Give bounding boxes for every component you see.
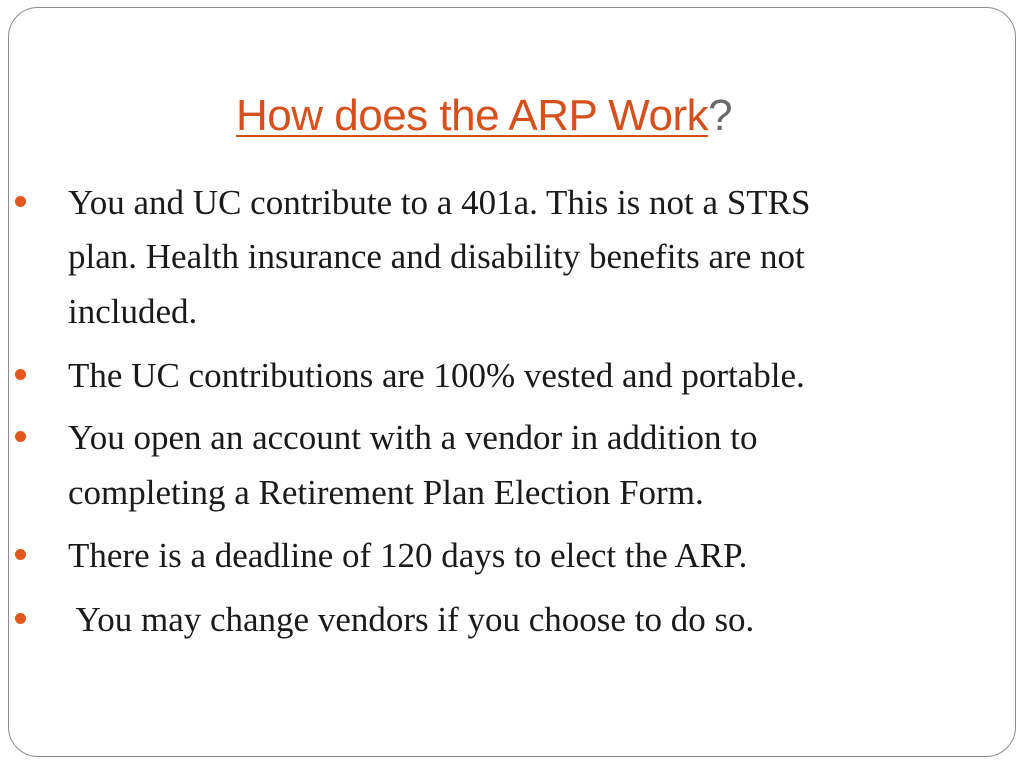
bullet-line: You may change vendors if you choose to do so. <box>68 600 755 639</box>
bullet-line: plan. Health insurance and disability benefits are not <box>68 237 805 276</box>
bullet-line: There is a deadline of 120 days to elect the ARP. <box>68 536 748 575</box>
slide-title-question-mark: ? <box>708 91 733 140</box>
bullet-line: You open an account with a vendor in addition to <box>68 418 758 457</box>
bullet-dot-icon <box>15 369 26 380</box>
slide-title-text: How does the ARP Work <box>236 91 709 140</box>
bullet-line: included. <box>68 292 198 331</box>
bullet-line: The UC contributions are 100% vested and portable. <box>68 356 805 395</box>
bullet-dot-icon <box>15 431 26 442</box>
bullet-line: completing a Retirement Plan Election Form. <box>68 473 704 512</box>
bullet-dot-icon <box>15 196 26 207</box>
bullet-dot-icon <box>15 549 26 560</box>
slide-title <box>236 88 732 144</box>
bullet-line: You and UC contribute to a 401a. This is not a STRS <box>68 183 811 222</box>
bullet-dot-icon <box>15 613 26 624</box>
